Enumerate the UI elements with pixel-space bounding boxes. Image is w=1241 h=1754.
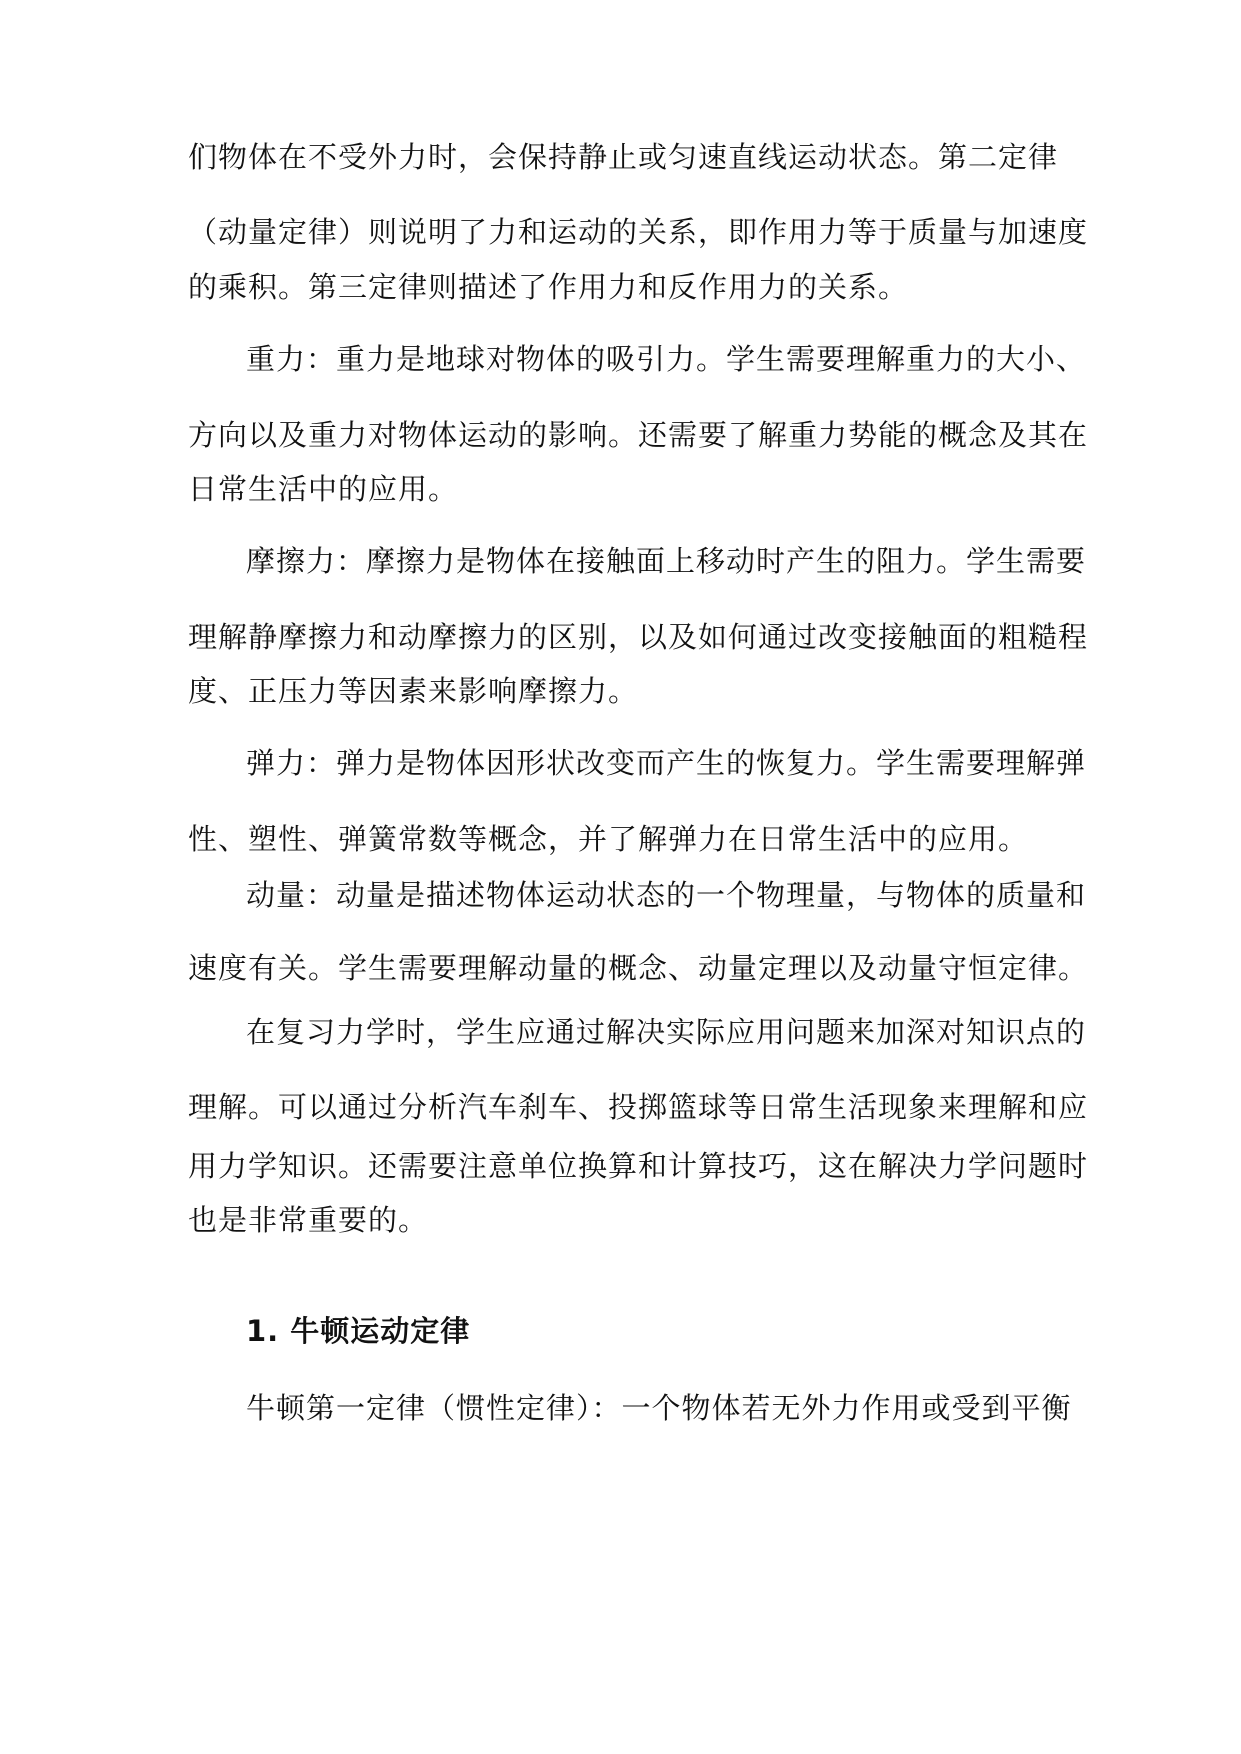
- text-line: 也是非常重要的。: [188, 1203, 429, 1237]
- text-line: 们物体在不受外力时，会保持静止或匀速直线运动状态。第二定律: [188, 140, 1059, 174]
- text-line: 的乘积。第三定律则描述了作用力和反作用力的关系。: [188, 270, 909, 304]
- paragraph-gravity-line: 重力：重力是地球对物体的吸引力。学生需要理解重力的大小、: [246, 342, 1087, 376]
- paragraph-newton-first-law-line: 牛顿第一定律（惯性定律）：一个物体若无外力作用或受到平衡: [246, 1391, 1072, 1425]
- text-line: 理解静摩擦力和动摩擦力的区别，以及如何通过改变接触面的粗糙程: [188, 620, 1089, 654]
- text-line: 方向以及重力对物体运动的影响。还需要了解重力势能的概念及其在: [188, 418, 1089, 452]
- text-line: 速度有关。学生需要理解动量的概念、动量定理以及动量守恒定律。: [188, 951, 1089, 985]
- text-line: 理解。可以通过分析汽车刹车、投掷篮球等日常生活现象来理解和应: [188, 1090, 1089, 1124]
- paragraph-elastic-line: 弹力：弹力是物体因形状改变而产生的恢复力。学生需要理解弹: [246, 746, 1087, 780]
- text-line: 性、塑性、弹簧常数等概念，并了解弹力在日常生活中的应用。: [188, 822, 1029, 856]
- text-line: 日常生活中的应用。: [188, 472, 459, 506]
- text-line: （动量定律）则说明了力和运动的关系，即作用力等于质量与加速度: [188, 215, 1089, 249]
- text-line: 度、正压力等因素来影响摩擦力。: [188, 674, 639, 708]
- paragraph-friction-line: 摩擦力：摩擦力是物体在接触面上移动时产生的阻力。学生需要: [246, 544, 1087, 578]
- text-line: 用力学知识。还需要注意单位换算和计算技巧，这在解决力学问题时: [188, 1149, 1089, 1183]
- paragraph-momentum-line: 动量：动量是描述物体运动状态的一个物理量，与物体的质量和: [246, 878, 1087, 912]
- section-heading: 1. 牛顿运动定律: [246, 1314, 471, 1348]
- paragraph-review-line: 在复习力学时，学生应通过解决实际应用问题来加深对知识点的: [246, 1015, 1087, 1049]
